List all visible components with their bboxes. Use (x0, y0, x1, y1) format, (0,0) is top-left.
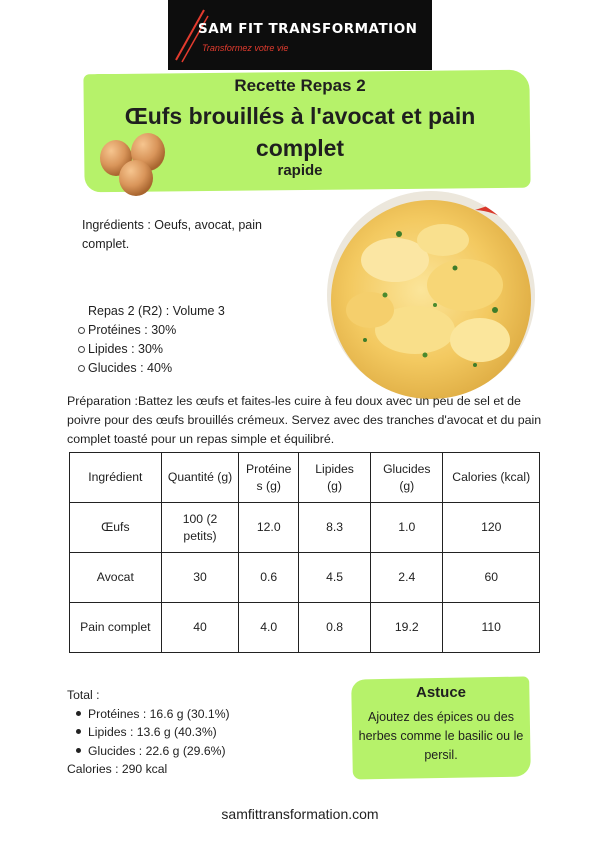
macros-block (78, 302, 225, 378)
table-cell: 0.6 (239, 553, 299, 603)
macro-item: Protéines : 30% (78, 321, 225, 340)
footer-website: samfittransformation.com (221, 806, 379, 822)
table-cell: 100 (2 petits) (161, 503, 239, 553)
total-calories: Calories : 290 kcal (67, 762, 168, 776)
table-header-cell: Lipides (g) (299, 453, 371, 503)
table-cell: 8.3 (299, 503, 371, 553)
table-cell: 0.8 (299, 603, 371, 653)
table-cell: 120 (443, 503, 540, 553)
brand-title: SAM FIT TRANSFORMATION (198, 21, 418, 37)
table-cell: 40 (161, 603, 239, 653)
table-cell: Pain complet (70, 603, 162, 653)
table-cell: 19.2 (371, 603, 443, 653)
table-header-cell: Calories (kcal) (443, 453, 540, 503)
table-row (70, 553, 540, 603)
macro-item: Lipides : 30% (78, 340, 225, 359)
table-cell: Œufs (70, 503, 162, 553)
macro-item: Glucides : 40% (78, 359, 225, 378)
dish-title: Œufs brouillés à l'avocat et pain complet (124, 103, 476, 161)
tip-text: Ajoutez des épices ou des herbes comme le basilic ou le persil. (358, 710, 524, 762)
total-block (67, 686, 230, 779)
recipe-number: Recette Repas 2 (234, 76, 366, 95)
scrambled-eggs-photo (325, 190, 537, 400)
table-cell: 1.0 (371, 503, 443, 553)
table-cell: 2.4 (371, 553, 443, 603)
brand-tagline: Transformez votre vie (202, 43, 289, 53)
total-item: Lipides : 13.6 g (40.3%) (67, 723, 230, 742)
macros-heading: Repas 2 (R2) : Volume 3 (88, 304, 225, 318)
table-cell: 110 (443, 603, 540, 653)
total-item: Protéines : 16.6 g (30.1%) (67, 705, 230, 724)
table-header-cell: Quantité (g) (161, 453, 239, 503)
total-item: Glucides : 22.6 g (29.6%) (67, 742, 230, 761)
table-cell: 4.5 (299, 553, 371, 603)
table-header-cell: Protéines (g) (239, 453, 299, 503)
table-cell: 30 (161, 553, 239, 603)
ingredients-text: Ingrédients : Oeufs, avocat, pain complet. (82, 218, 262, 251)
table-row (70, 503, 540, 553)
nutrition-table (69, 452, 540, 653)
preparation-text: Préparation :Battez les œufs et faites-les cuire à feu doux avec un peu de sel et de poivre pour des œufs brouillés crémeux. Servez avec des tranches d'avocat et du pain complet toasté pour un repas simple et équilibré. (67, 394, 542, 446)
table-cell: 4.0 (239, 603, 299, 653)
tip-title: Astuce (415, 684, 467, 701)
table-cell: 12.0 (239, 503, 299, 553)
table-cell: 60 (443, 553, 540, 603)
table-header-cell: Glucides (g) (371, 453, 443, 503)
table-header-row (70, 453, 540, 503)
table-header-cell: Ingrédient (70, 453, 162, 503)
table-cell: Avocat (70, 553, 162, 603)
recipe-speed: rapide (277, 162, 323, 179)
total-label: Total : (67, 688, 100, 702)
brand-logo (168, 0, 432, 70)
table-row (70, 603, 540, 653)
